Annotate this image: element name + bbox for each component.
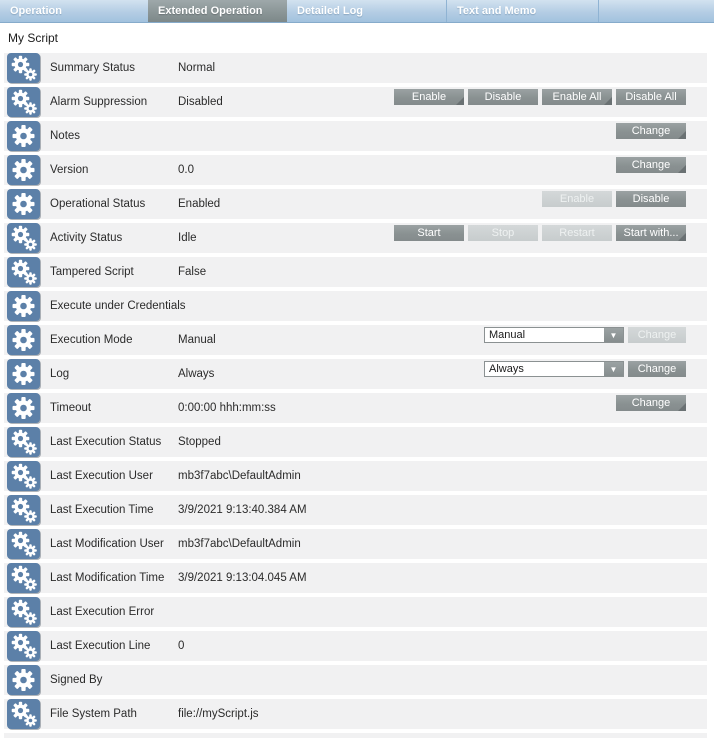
page-title: My Script [8, 31, 59, 45]
property-row-last-modification-time [4, 563, 707, 593]
gears-double-icon [7, 495, 40, 525]
row-controls [616, 157, 686, 173]
tab-extended-operation[interactable] [148, 0, 287, 22]
gear-icon [7, 121, 40, 151]
gears-double-icon [7, 461, 40, 491]
property-value: file://myScript.js [178, 708, 259, 720]
tab-operation[interactable] [0, 0, 148, 22]
gear-icon [7, 359, 40, 389]
property-label: Execution Mode [50, 334, 133, 346]
partial-next-row [4, 733, 707, 738]
corner-fold-icon [678, 131, 686, 139]
property-label: Notes [50, 130, 81, 142]
corner-fold-icon [678, 403, 686, 411]
page-header [0, 23, 714, 53]
property-label: Alarm Suppression [50, 96, 148, 108]
property-row-activity-status [4, 223, 707, 253]
gears-double-icon [7, 87, 40, 117]
property-value: Idle [178, 232, 197, 244]
property-label: Last Execution Status [50, 436, 162, 448]
button-label: Start [417, 227, 441, 239]
property-row-summary-status [4, 53, 707, 83]
gear-icon [7, 189, 40, 219]
gears-double-icon [7, 597, 40, 627]
property-label: File System Path [50, 708, 137, 720]
gear-icon [7, 393, 40, 423]
property-row-execution-mode [4, 325, 707, 355]
property-label: Last Execution Time [50, 504, 154, 516]
gears-double-icon [7, 223, 40, 253]
property-value: Normal [178, 62, 216, 74]
selected-option: Manual [489, 329, 526, 341]
property-label: Last Execution Line [50, 640, 151, 652]
property-label: Last Modification User [50, 538, 164, 550]
property-list [0, 53, 714, 729]
button-label: Enable [411, 91, 447, 103]
tab-label: Extended Operation [158, 5, 263, 17]
gear-icon [7, 155, 40, 185]
start-with-button[interactable] [616, 225, 686, 241]
button-label: Disable All [625, 91, 677, 103]
property-value: mb3f7abc\DefaultAdmin [178, 538, 301, 550]
property-value: Manual [178, 334, 216, 346]
row-controls [484, 361, 686, 377]
property-label: Signed By [50, 674, 103, 686]
gears-double-icon [7, 631, 40, 661]
button-label: Change [637, 329, 677, 341]
disable-all-button[interactable] [616, 89, 686, 105]
property-label: Log [50, 368, 70, 380]
tab-label: Operation [10, 5, 62, 17]
property-row-execute-under-credentials [4, 291, 707, 321]
execution-mode-select[interactable] [484, 327, 624, 343]
stop-button [468, 225, 538, 241]
row-controls [394, 89, 686, 105]
property-value: 3/9/2021 9:13:40.384 AM [178, 504, 307, 516]
property-label: Last Execution User [50, 470, 153, 482]
change-button [628, 327, 686, 343]
property-row-signed-by [4, 665, 707, 695]
button-label: Start with... [623, 227, 679, 239]
property-value: Stopped [178, 436, 221, 448]
change-button[interactable] [616, 395, 686, 411]
selected-option: Always [489, 363, 524, 375]
button-label: Disable [632, 193, 670, 205]
property-row-file-system-path [4, 699, 707, 729]
property-value: mb3f7abc\DefaultAdmin [178, 470, 301, 482]
property-label: Operational Status [50, 198, 146, 210]
button-label: Disable [484, 91, 522, 103]
enable-button[interactable] [394, 89, 464, 105]
enable-all-button[interactable] [542, 89, 612, 105]
property-row-last-execution-status [4, 427, 707, 457]
property-row-log [4, 359, 707, 389]
property-label: Execute under Credentials [50, 300, 186, 312]
corner-fold-icon [604, 97, 612, 105]
button-label: Enable All [552, 91, 602, 103]
property-value: 0.0 [178, 164, 194, 176]
gear-icon [7, 325, 40, 355]
gears-double-icon [7, 563, 40, 593]
restart-button [542, 225, 612, 241]
gears-double-icon [7, 529, 40, 559]
property-label: Summary Status [50, 62, 135, 74]
property-value: Enabled [178, 198, 221, 210]
property-label: Last Execution Error [50, 606, 155, 618]
tab-bar [0, 0, 714, 23]
property-label: Activity Status [50, 232, 123, 244]
chevron-down-icon[interactable]: ▼ [604, 362, 623, 376]
row-controls [484, 327, 686, 343]
property-row-operational-status [4, 189, 707, 219]
property-row-notes [4, 121, 707, 151]
property-row-alarm-suppression [4, 87, 707, 117]
button-label: Restart [559, 227, 595, 239]
corner-fold-icon [678, 233, 686, 241]
change-button[interactable] [616, 123, 686, 139]
tab-label: Text and Memo [457, 5, 537, 17]
change-button[interactable] [616, 157, 686, 173]
button-label: Stop [491, 227, 515, 239]
chevron-down-icon[interactable]: ▼ [604, 328, 623, 342]
property-value: 0 [178, 640, 185, 652]
row-controls [394, 225, 686, 241]
change-button[interactable] [628, 361, 686, 377]
property-row-last-execution-error [4, 597, 707, 627]
tab-detailed-log[interactable] [287, 0, 447, 22]
log-select[interactable] [484, 361, 624, 377]
property-value: Disabled [178, 96, 223, 108]
property-value: Always [178, 368, 215, 380]
button-label: Enable [559, 193, 595, 205]
gears-double-icon [7, 699, 40, 729]
gears-double-icon [7, 53, 40, 83]
row-controls [616, 395, 686, 411]
property-label: Tampered Script [50, 266, 134, 278]
gears-double-icon [7, 427, 40, 457]
tab-label: Detailed Log [297, 5, 364, 17]
enable-button [542, 191, 612, 207]
corner-fold-icon [456, 97, 464, 105]
gears-double-icon [7, 257, 40, 287]
property-row-version [4, 155, 707, 185]
button-label: Change [631, 125, 671, 137]
row-controls [542, 191, 686, 207]
property-label: Version [50, 164, 89, 176]
property-row-last-execution-line [4, 631, 707, 661]
button-label: Change [631, 159, 671, 171]
disable-button[interactable] [468, 89, 538, 105]
property-label: Last Modification Time [50, 572, 165, 584]
corner-fold-icon [678, 165, 686, 173]
tab-text-and-memo[interactable] [447, 0, 599, 22]
button-label: Change [631, 397, 671, 409]
start-button[interactable] [394, 225, 464, 241]
property-value: False [178, 266, 207, 278]
row-controls [616, 123, 686, 139]
property-row-tampered-script [4, 257, 707, 287]
property-value: 3/9/2021 9:13:04.045 AM [178, 572, 307, 584]
property-label: Timeout [50, 402, 92, 414]
property-row-timeout [4, 393, 707, 423]
property-row-last-execution-time [4, 495, 707, 525]
gear-icon [7, 291, 40, 321]
disable-button[interactable] [616, 191, 686, 207]
property-row-last-modification-user [4, 529, 707, 559]
gear-icon [7, 665, 40, 695]
button-label: Change [637, 363, 677, 375]
property-row-last-execution-user [4, 461, 707, 491]
property-value: 0:00:00 hhh:mm:ss [178, 402, 276, 414]
